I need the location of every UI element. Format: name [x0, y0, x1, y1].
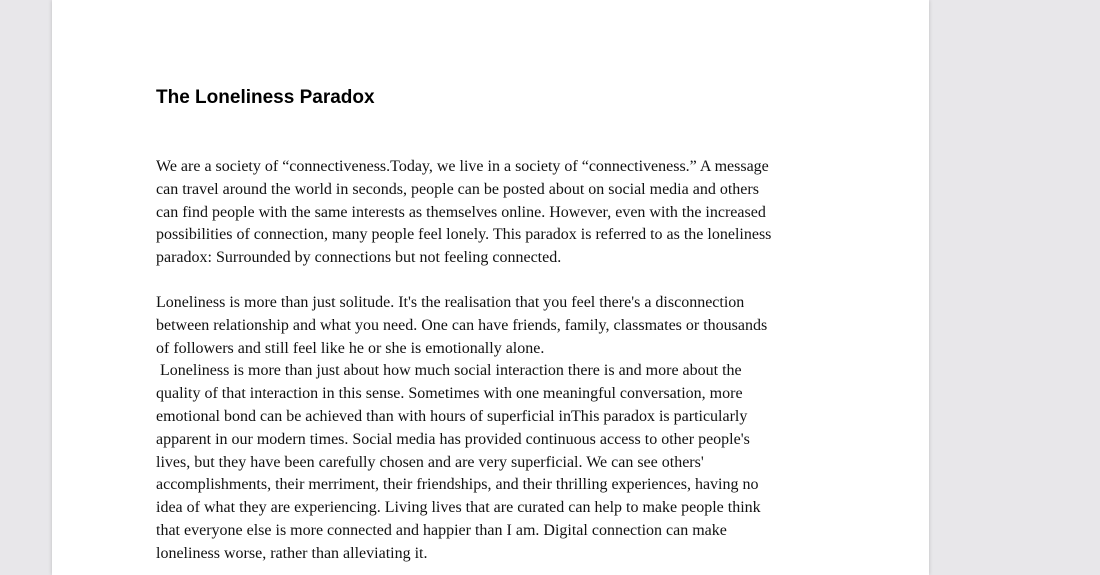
paragraph-1[interactable]	[156, 156, 836, 270]
text-line: idea of what they are experiencing. Living lives that are curated can help to make people think	[156, 499, 761, 517]
document-title[interactable]: The Loneliness Paradox	[156, 87, 375, 108]
text-line: of followers and still feel like he or she is emotionally alone.	[156, 339, 545, 357]
text-line: can travel around the world in seconds, people can be posted about on social media and others	[156, 180, 759, 198]
text-line: We are a society of “connectiveness.Today, we live in a society of “connectiveness.” A message	[156, 158, 769, 175]
paragraph-3[interactable]	[156, 360, 836, 565]
paragraph-spacer	[156, 270, 836, 292]
document-body[interactable]	[156, 156, 836, 566]
text-line: Loneliness is more than just about how much social interaction there is and more about the	[156, 362, 742, 380]
text-line: paradox: Surrounded by connections but not feeling connected.	[156, 249, 562, 267]
text-line: can find people with the same interests as themselves online. However, even with the increased	[156, 203, 766, 221]
text-line: quality of that interaction in this sense. Sometimes with one meaningful conversation, more	[156, 385, 743, 403]
text-line: accomplishments, their merriment, their friendships, and their thrilling experiences, having no	[156, 476, 759, 494]
text-line: emotional bond can be achieved than with hours of superficial inThis paradox is particularly	[156, 407, 748, 425]
text-line: loneliness worse, rather than alleviating it.	[156, 544, 428, 562]
text-line: lives, but they have been carefully chosen and are very superficial. We can see others'	[156, 453, 704, 471]
text-line: Loneliness is more than just solitude. It's the realisation that you feel there's a disconnection	[156, 293, 745, 311]
document-page[interactable]	[52, 0, 929, 575]
text-line: between relationship and what you need. One can have friends, family, classmates or thousands	[156, 316, 768, 334]
text-line: apparent in our modern times. Social media has provided continuous access to other people's	[156, 430, 750, 448]
text-line: possibilities of connection, many people feel lonely. This paradox is referred to as the loneliness	[156, 226, 772, 244]
text-line: that everyone else is more connected and happier than I am. Digital connection can make	[156, 521, 727, 539]
paragraph-2[interactable]	[156, 292, 836, 360]
